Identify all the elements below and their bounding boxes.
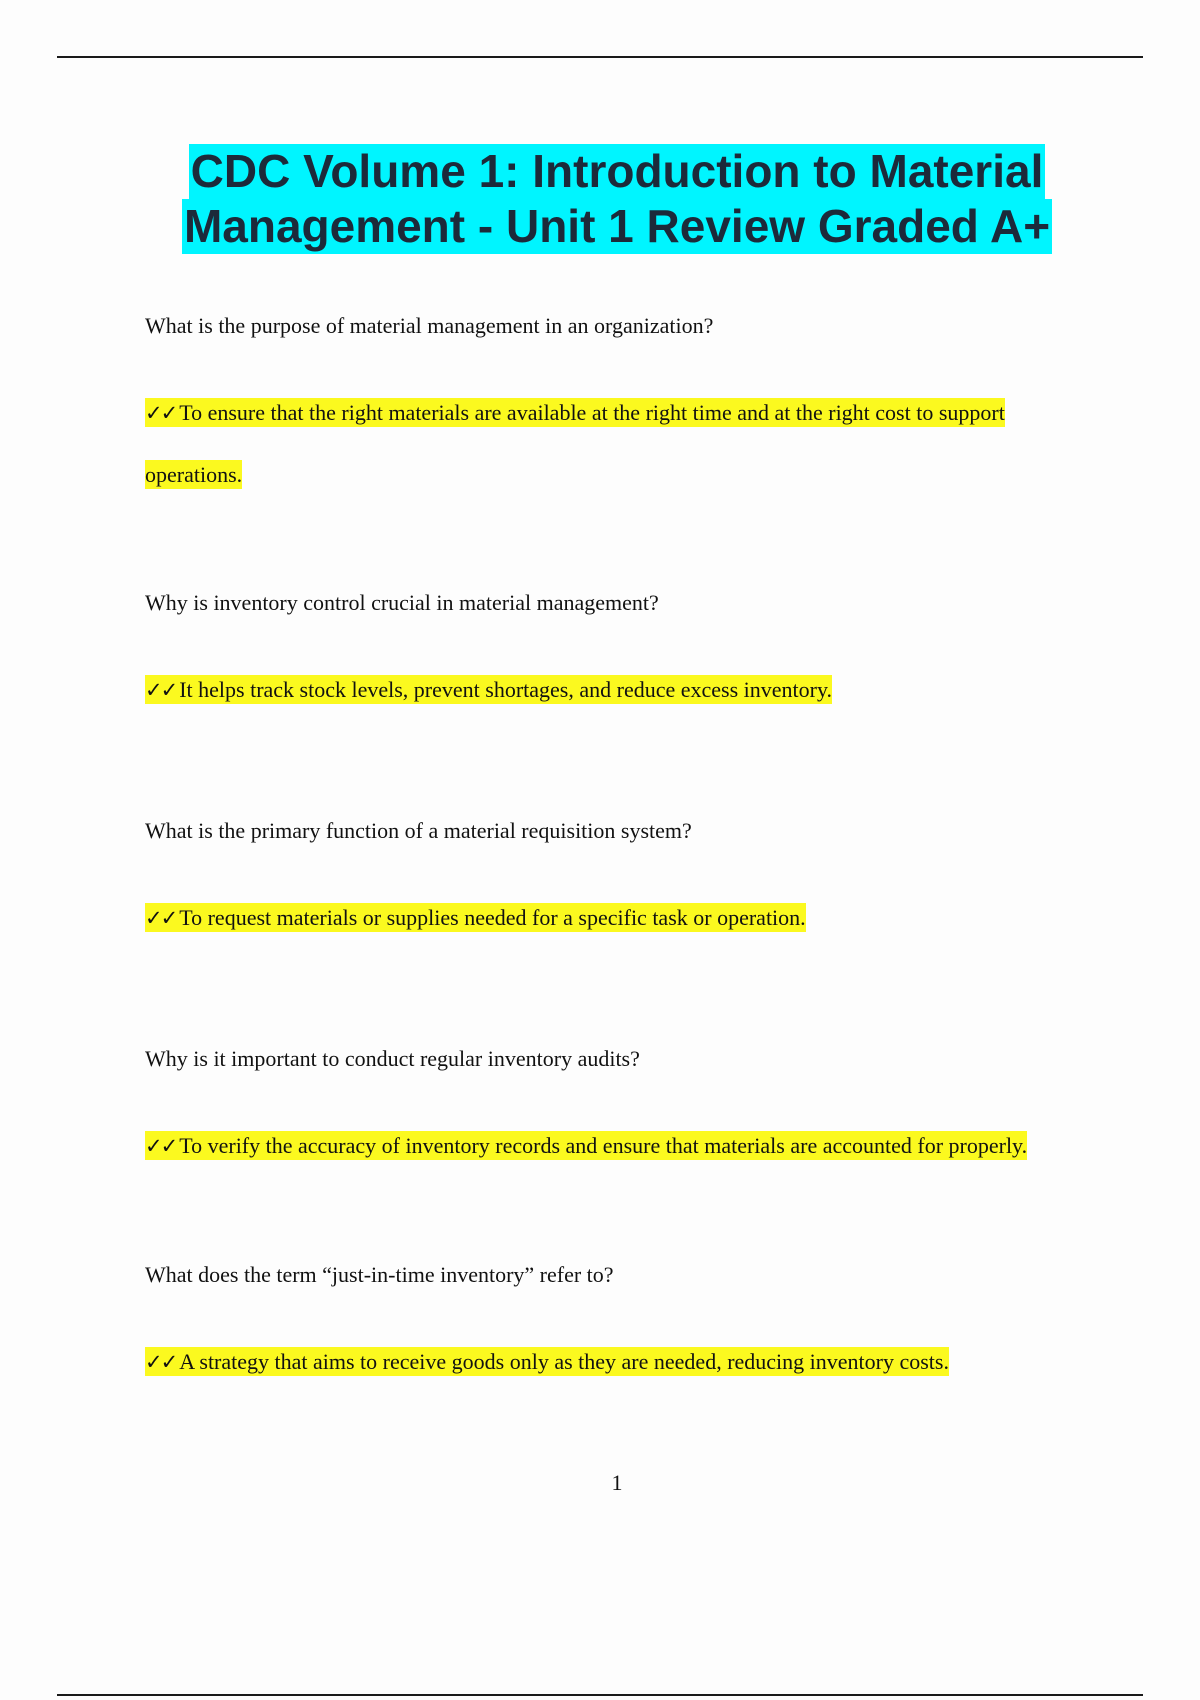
answer-body: It helps track stock levels, prevent shortages, and reduce excess inventory. — [179, 677, 833, 702]
answer-text — [145, 1115, 1095, 1177]
title-line-1: CDC Volume 1: Introduction to Material — [190, 145, 1044, 197]
double-check-icon: ✓✓ — [145, 1134, 177, 1158]
document-title — [0, 144, 1200, 254]
answer-highlight — [145, 903, 806, 932]
double-check-icon: ✓✓ — [145, 906, 177, 930]
question-text: Why is inventory control crucial in material management? — [145, 590, 659, 615]
title-line-2: Management - Unit 1 Review Graded A+ — [183, 200, 1051, 252]
double-check-icon: ✓✓ — [145, 1350, 177, 1374]
question-text: What is the primary function of a material requisition system? — [145, 818, 692, 843]
answer-body: To verify the accuracy of inventory records and ensure that materials are accounted for properly. — [179, 1133, 1028, 1158]
qa-item — [145, 811, 1095, 949]
top-rule — [57, 56, 1143, 58]
qa-list — [145, 306, 1095, 1393]
bottom-rule — [57, 1694, 1143, 1696]
answer-text — [145, 887, 1095, 949]
answer-highlight — [145, 1347, 949, 1376]
answer-highlight — [145, 675, 832, 704]
question-text: What does the term “just-in-time inventory” refer to? — [145, 1262, 614, 1287]
answer-highlight — [145, 398, 1005, 489]
double-check-icon: ✓✓ — [145, 401, 177, 425]
answer-highlight — [145, 1131, 1027, 1160]
answer-text — [145, 1331, 1095, 1393]
qa-item — [145, 583, 1095, 721]
answer-body: To ensure that the right materials are available at the right time and at the right cost to support operations. — [145, 400, 1005, 487]
answer-text — [145, 659, 1095, 721]
qa-item — [145, 1255, 1095, 1393]
answer-text — [145, 382, 1095, 505]
question-text: Why is it important to conduct regular inventory audits? — [145, 1046, 640, 1071]
question-text: What is the purpose of material management in an organization? — [145, 313, 714, 338]
answer-body: A strategy that aims to receive goods only as they are needed, reducing inventory costs. — [179, 1349, 949, 1374]
qa-item — [145, 306, 1095, 505]
answer-body: To request materials or supplies needed for a specific task or operation. — [179, 905, 806, 930]
qa-item — [145, 1039, 1095, 1177]
page-number: 1 — [611, 1470, 623, 1495]
double-check-icon: ✓✓ — [145, 678, 177, 702]
